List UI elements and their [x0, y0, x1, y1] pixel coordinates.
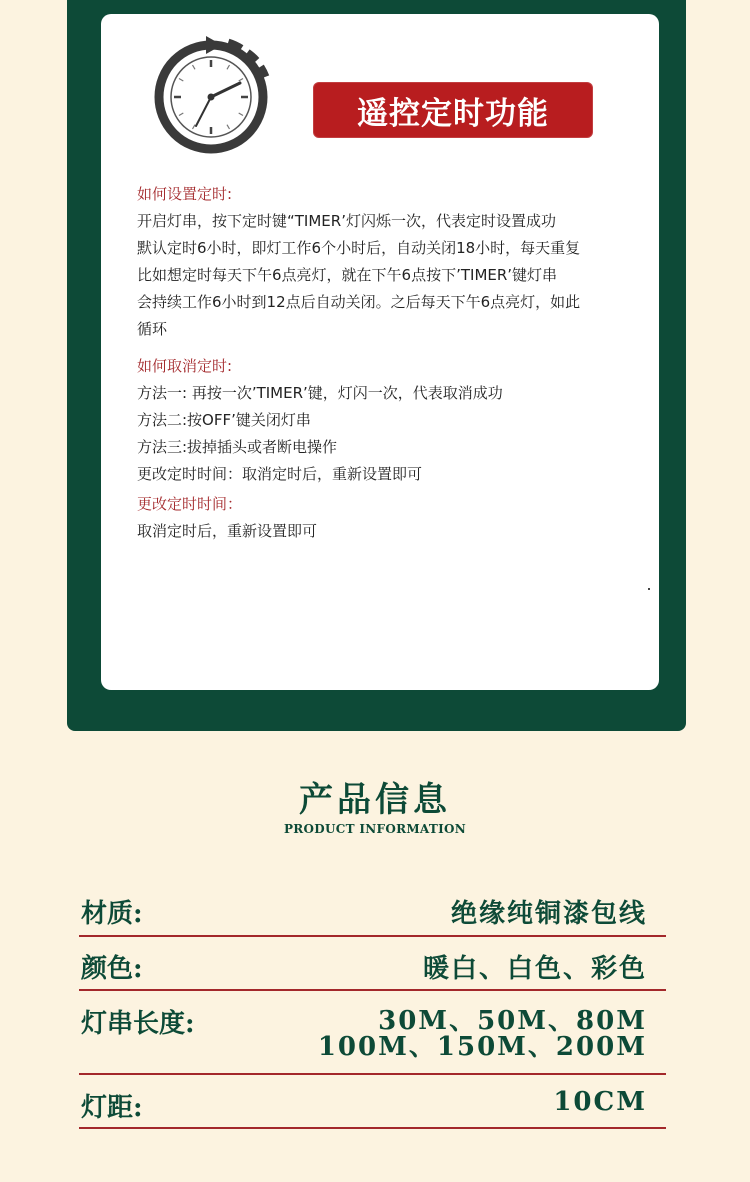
length-label: 灯串长度:: [81, 1009, 195, 1039]
spacing-label: 灯距:: [81, 1093, 143, 1123]
stray-dot: [648, 588, 650, 590]
spacing-value: 10CM: [553, 1087, 647, 1117]
timer-function-title: 遥控定时功能: [313, 82, 593, 138]
change-timer-block: [137, 491, 637, 545]
set-timer-line: 循环: [137, 320, 168, 338]
clock-timer-icon: [146, 32, 276, 162]
row-divider: [79, 989, 666, 991]
length-value-line1: 30M、50M、80M: [378, 1006, 647, 1036]
row-divider: [79, 935, 666, 937]
material-label: 材质:: [81, 899, 143, 929]
change-timer-heading: 更改定时时间：: [137, 495, 243, 513]
row-divider: [79, 1073, 666, 1075]
set-timer-line: 默认定时6小时，即灯工作6个小时后，自动关闭18小时，每天重复: [137, 239, 581, 257]
color-value: 暖白、白色、彩色: [422, 954, 647, 984]
length-value-line2: 100M、150M、200M: [317, 1032, 647, 1062]
cancel-timer-heading: 如何取消定时:: [137, 357, 233, 375]
set-timer-line: 开启灯串，按下定时键“TIMER’灯闪烁一次，代表定时设置成功: [137, 212, 556, 230]
material-value: 绝缘纯铜漆包线: [450, 899, 647, 929]
set-timer-line: 会持续工作6小时到12点后自动关闭。之后每天下午6点亮灯，如此: [137, 293, 581, 311]
cancel-timer-block: [137, 353, 637, 488]
set-timer-block: [137, 181, 637, 343]
row-divider: [79, 1127, 666, 1129]
color-label: 颜色:: [81, 954, 143, 984]
cancel-timer-line: 更改定时时间：取消定时后，重新设置即可: [137, 465, 423, 483]
product-info-title: 产品信息: [299, 780, 451, 820]
cancel-timer-line: 方法二:按OFF’键关闭灯串: [137, 411, 311, 429]
cancel-timer-line: 方法三:拔掉插头或者断电操作: [137, 438, 338, 456]
cancel-timer-line: 方法一: 再按一次’TIMER’键，灯闪一次，代表取消成功: [137, 384, 503, 402]
change-timer-line: 取消定时后，重新设置即可: [137, 522, 318, 540]
set-timer-heading: 如何设置定时:: [137, 185, 233, 203]
product-info-subtitle: PRODUCT INFORMATION: [283, 822, 467, 836]
set-timer-line: 比如想定时每天下午6点亮灯，就在下午6点按下’TIMER’键灯串: [137, 266, 558, 284]
